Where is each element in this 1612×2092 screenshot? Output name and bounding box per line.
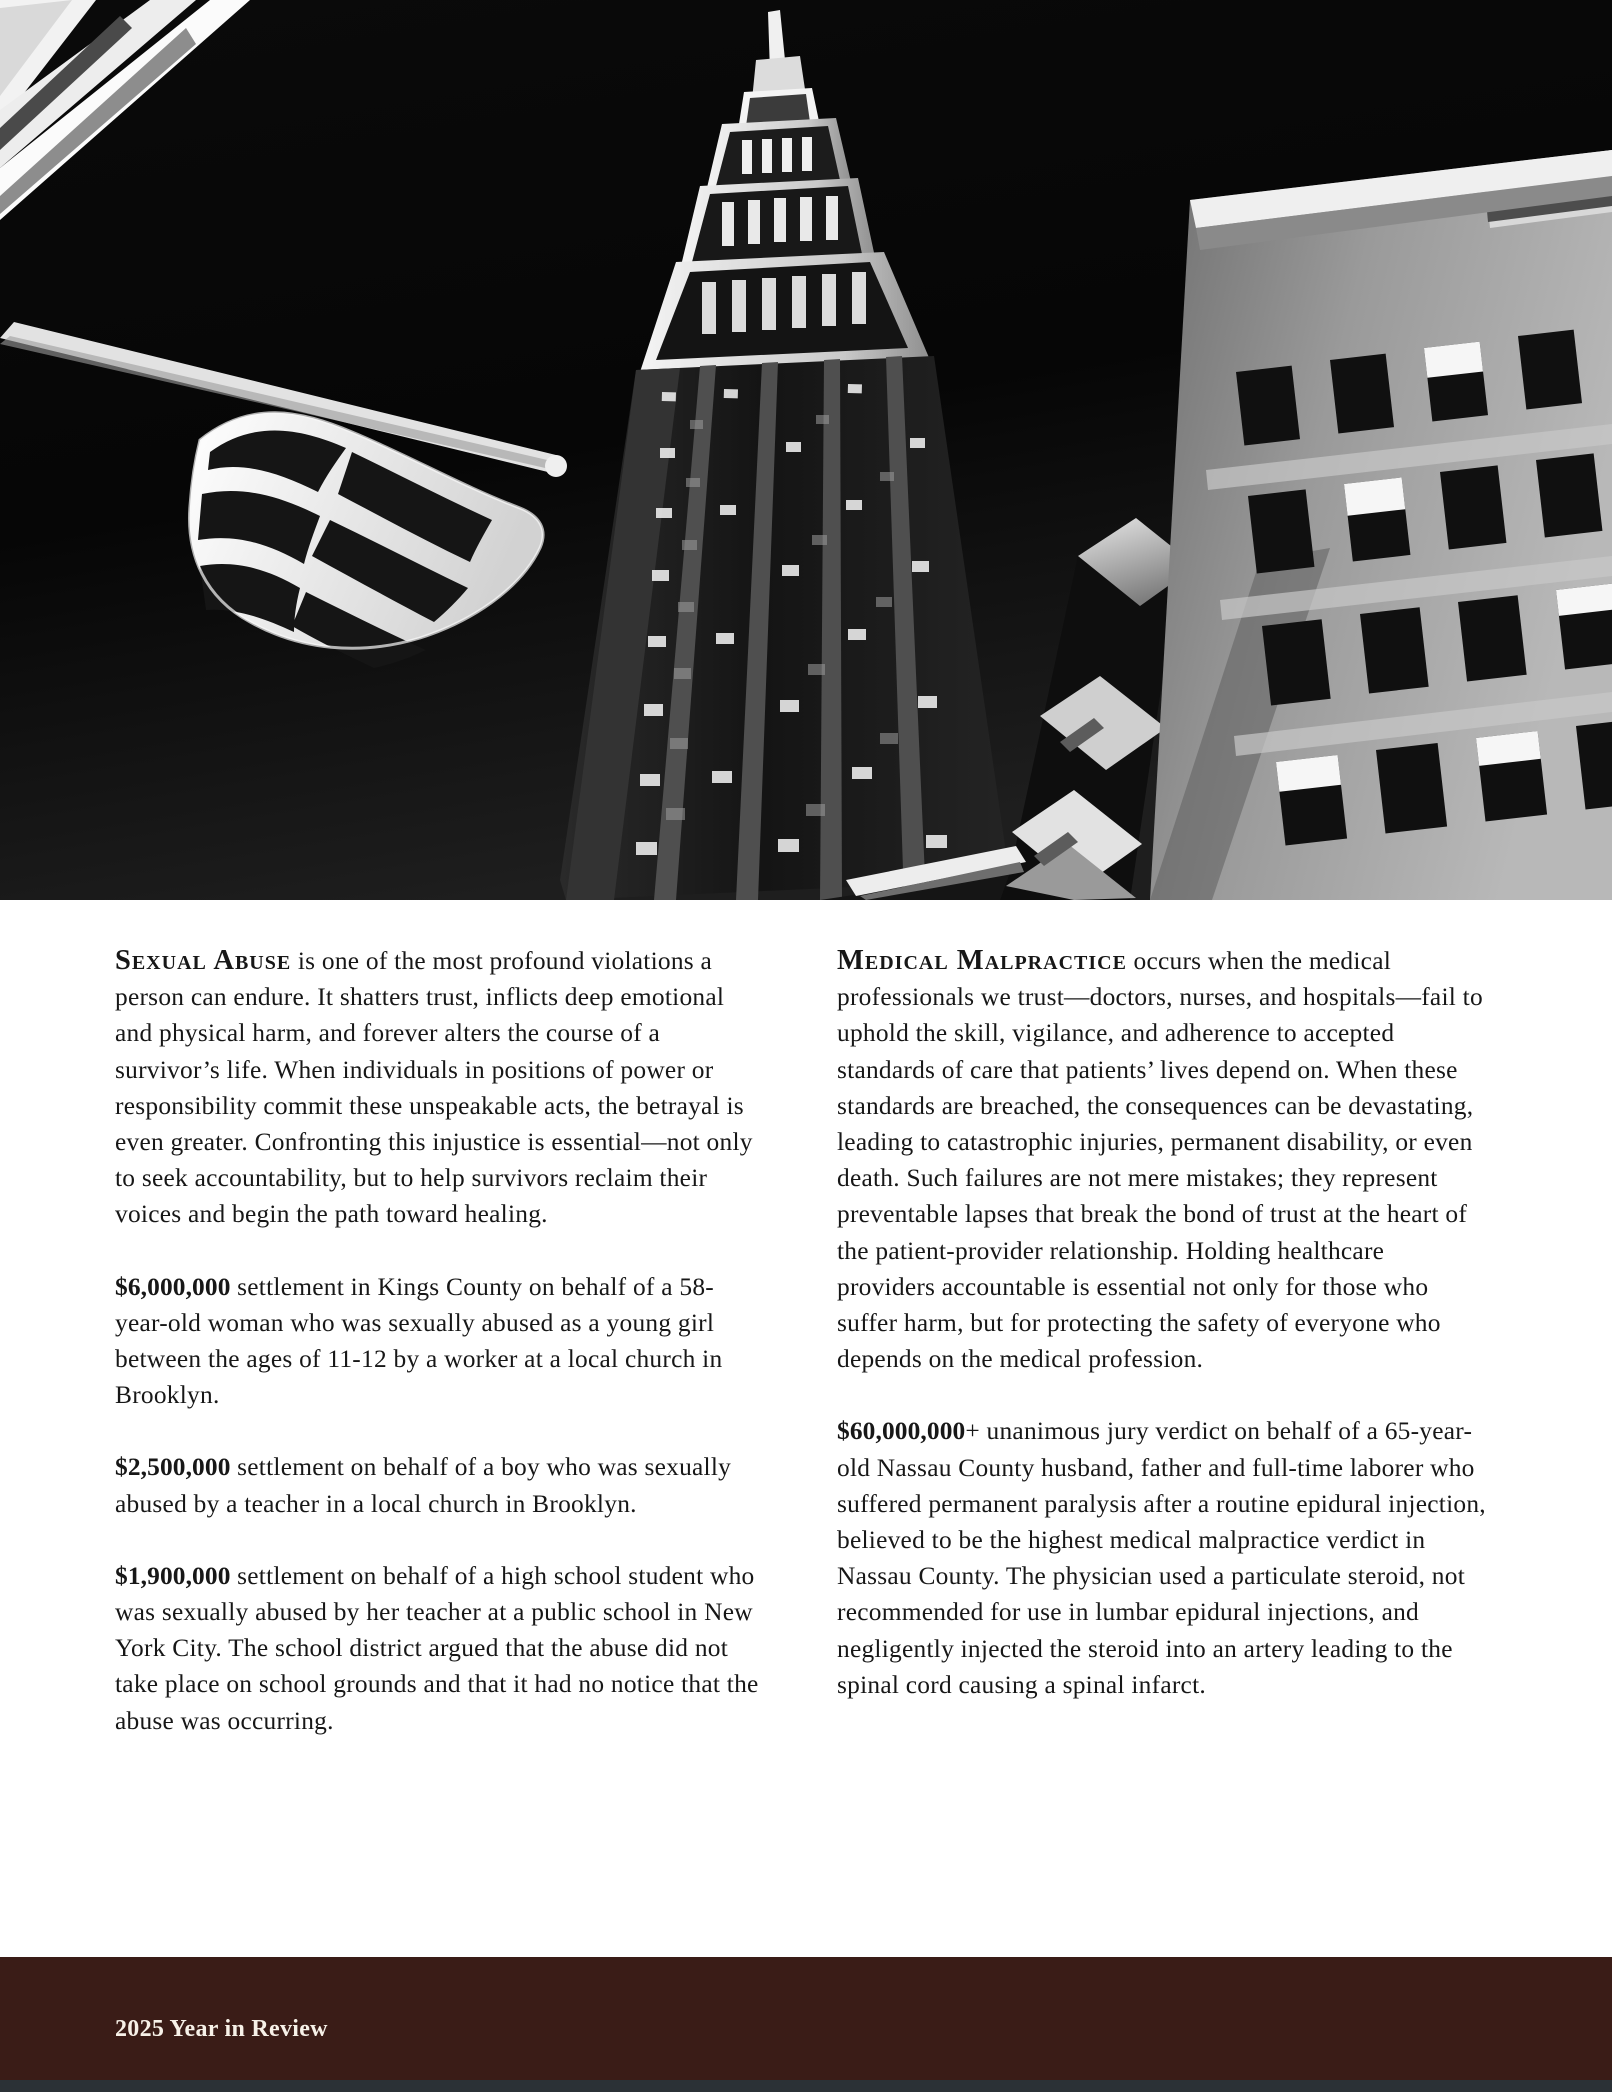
- verdict-entry: [837, 1413, 1486, 1703]
- paragraph-text: settlement on behalf of a high school student who was sexually abused by her teacher at a public school in New York City. The school district argued that the abuse did not take place on school grounds and that it had no notice that the abuse was occurring.: [115, 1561, 759, 1735]
- settlement-entry: [115, 1449, 764, 1521]
- settlement-amount: $2,500,000: [115, 1453, 231, 1482]
- settlement-entry: [115, 1269, 764, 1414]
- footer-bottom-edge: [0, 2080, 1612, 2092]
- paragraph-text: is one of the most profound violations a person can endure. It shatters trust, inflicts deep emotional and physical harm, and forever alters the course of a survivor’s life. When individuals in positions of power or responsibility commit these unspeakable acts, the betrayal is even greater. Confronting this injustice is essential—not only to seek accountability, but to help survivors reclaim their voices and begin the path toward healing.: [115, 947, 753, 1229]
- paragraph-text: settlement in Kings County on behalf of a 58-year-old woman who was sexually abused as a young girl between the ages of 11-12 by a worker at a local church in Brooklyn.: [115, 1272, 723, 1410]
- paragraph-text: + unanimous jury verdict on behalf of a 65-year-old Nassau County husband, father and full-time laborer who suffered permanent paralysis after a routine epidural injection, believed to be the highest medical malpractice verdict in Nassau County. The physician used a particulate steroid, not recommended for use in lumbar epidural injections, and negligently injected the steroid into an artery leading to the spinal cord causing a spinal infarct.: [837, 1417, 1486, 1699]
- medical-malpractice-column: [837, 943, 1486, 1739]
- settlement-amount: $1,900,000: [115, 1561, 231, 1590]
- section-heading-lead-in: Sexual Abuse: [115, 945, 292, 976]
- footer-bar: [0, 1957, 1612, 2080]
- settlement-amount: $6,000,000: [115, 1272, 231, 1301]
- section-intro-paragraph: [837, 943, 1486, 1377]
- paragraph-text: settlement on behalf of a boy who was sexually abused by a teacher in a local church in Brooklyn.: [115, 1453, 732, 1518]
- verdict-amount: $60,000,000: [837, 1417, 966, 1446]
- section-intro-paragraph: [115, 943, 764, 1233]
- right-building-facade: [1150, 150, 1612, 900]
- article-body: [0, 900, 1612, 1957]
- hero-photo-illustration: [0, 0, 1612, 900]
- hero-photo: [0, 0, 1612, 900]
- two-column-layout: [115, 943, 1505, 1739]
- section-heading-lead-in: Medical Malpractice: [837, 945, 1127, 976]
- paragraph-text: occurs when the medical professionals we trust—doctors, nurses, and hospitals—fail to uphold the skill, vigilance, and adherence to accepted standards of care that patients’ lives depend on. When these standards are breached, the consequences can be devastating, leading to catastrophic injuries, permanent disability, or even death. Such failures are not mere mistakes; they represent preventable lapses that break the bond of trust at the heart of the patient-provider relationship. Holding healthcare providers accountable is essential not only for those who suffer harm, but for protecting the safety of everyone who depends on the medical profession.: [837, 947, 1483, 1374]
- footer-title: 2025 Year in Review: [115, 2016, 328, 2042]
- settlement-entry: [115, 1558, 764, 1739]
- sexual-abuse-column: [115, 943, 764, 1739]
